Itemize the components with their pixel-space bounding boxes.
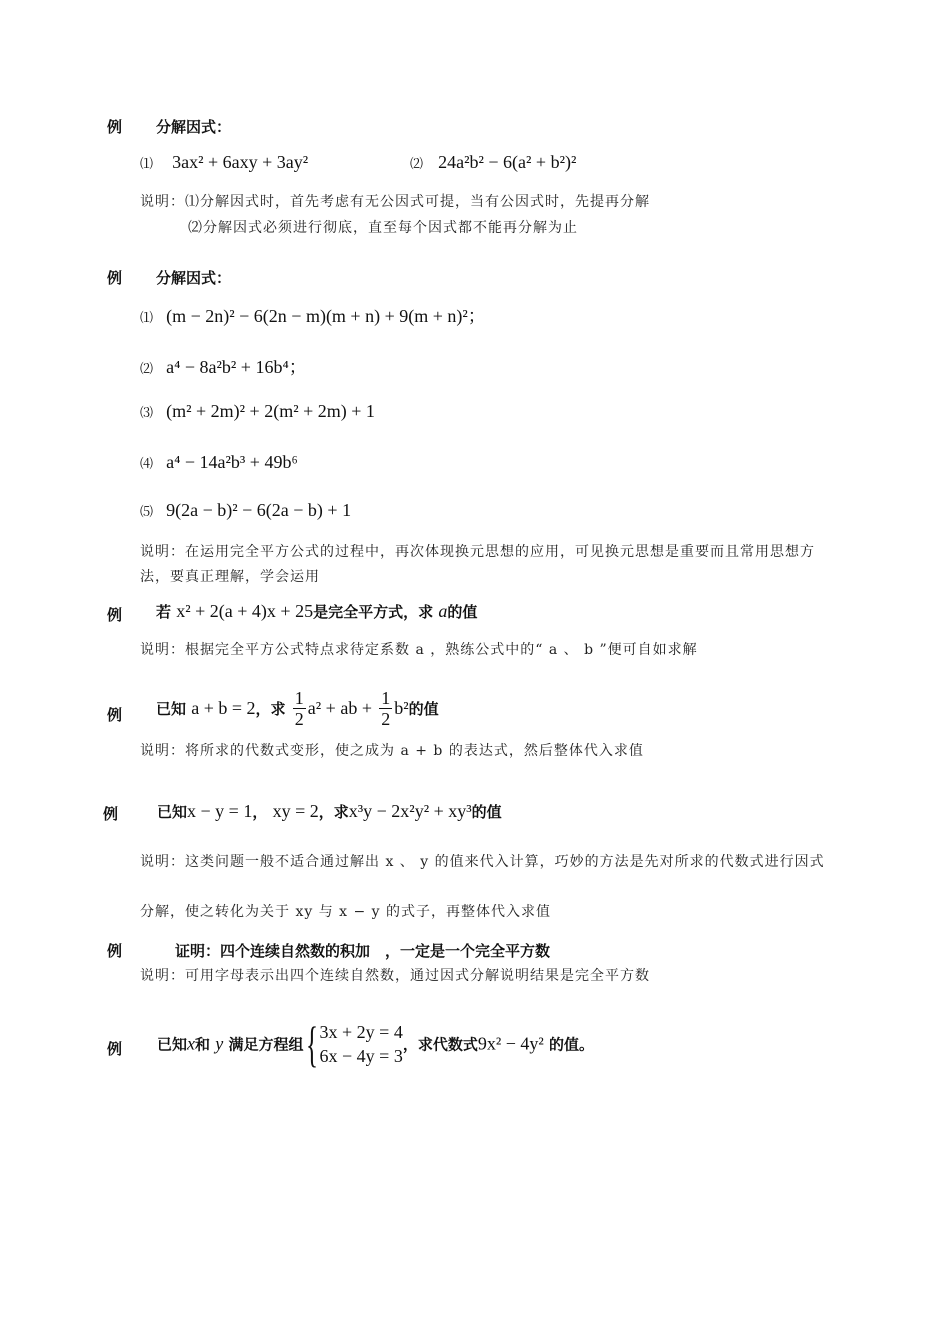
problem-2	[410, 152, 576, 173]
fraction-numerator: 1	[294, 688, 304, 708]
math-variable: y	[215, 1033, 224, 1054]
title-text: 和	[195, 1035, 211, 1054]
math-expression: b²	[394, 698, 409, 718]
example-label: 例	[107, 942, 123, 960]
title-text: 满足方程组	[228, 1035, 304, 1054]
problem-number: ⑷	[140, 457, 154, 472]
title-text: ，	[252, 803, 268, 821]
explanation-line: 说明：可用字母表示出四个连续自然数，通过因式分解说明结果是完全平方数	[140, 968, 650, 984]
fraction-denominator: 2	[294, 709, 304, 729]
explanation-line: 法，要真正理解，学会运用	[140, 569, 320, 585]
example-label: 例	[107, 606, 123, 624]
title-text: 的值	[471, 803, 502, 821]
example-title	[157, 801, 502, 822]
problem-number: ⑵	[410, 157, 424, 172]
problem-expression: (m − 2n)² − 6(2n − m)(m + n) + 9(m + n)²；	[166, 306, 486, 326]
example-title: 证明：四个连续自然数的积加 ，一定是一个完全平方数	[175, 942, 551, 960]
math-expression: 9x² − 4y²	[477, 1033, 544, 1054]
system-brace: {	[305, 1016, 318, 1072]
list-item	[140, 452, 298, 473]
example-label: 例	[107, 1040, 123, 1058]
problem-expression: 24a²b² − 6(a² + b²)²	[438, 152, 577, 172]
example-title: 分解因式：	[156, 118, 232, 136]
problem-number: ⑵	[140, 362, 154, 377]
explanation-line: ⑵分解因式必须进行彻底，直至每个因式都不能再分解为止	[188, 220, 578, 236]
math-expression: x³y − 2x²y² + xy³	[348, 801, 472, 821]
equation: 6x − 4y = 3	[319, 1046, 403, 1066]
list-item	[140, 500, 351, 521]
problem-expression: 9(2a − b)² − 6(2a − b) + 1	[166, 500, 352, 520]
problem-1	[140, 152, 308, 173]
fraction-numerator: 1	[381, 688, 391, 708]
problem-expression: 3ax² + 6axy + 3ay²	[172, 152, 309, 172]
equation-system	[320, 1020, 403, 1068]
math-expression: a + b = 2	[191, 698, 256, 718]
math-expression: x² + 2(a + 4)x + 25	[176, 601, 314, 621]
list-item	[140, 401, 375, 422]
problem-number: ⑴	[140, 157, 154, 172]
title-text: 的值	[447, 603, 478, 621]
title-text: 的值。	[549, 1035, 595, 1054]
problem-expression: (m² + 2m)² + 2(m² + 2m) + 1	[166, 401, 375, 421]
equation: 3x + 2y = 4	[319, 1022, 403, 1042]
example-title: 分解因式：	[156, 269, 232, 287]
title-text: 若	[156, 603, 172, 621]
explanation-line: 说明：将所求的代数式变形，使之成为 a + b 的表达式，然后整体代入求值	[140, 743, 644, 759]
list-item	[140, 302, 486, 328]
example-title	[156, 688, 439, 729]
math-variable: x	[187, 1033, 196, 1054]
title-text: ，求	[318, 803, 349, 821]
example-label: 例	[107, 118, 123, 136]
problem-number: ⑸	[140, 505, 154, 520]
title-text: 的值	[408, 700, 439, 718]
example-title	[156, 601, 477, 622]
title-text: 已知	[156, 700, 187, 718]
explanation-line: 说明：在运用完全平方公式的过程中，再次体现换元思想的应用，可见换元思想是重要而且常用思想方	[140, 544, 815, 560]
problem-expression: a⁴ − 8a²b² + 16b⁴；	[166, 357, 307, 377]
problem-number: ⑶	[140, 406, 154, 421]
problem-expression: a⁴ − 14a²b³ + 49b⁶	[166, 452, 298, 472]
explanation-line: 说明：根据完全平方公式特点求待定系数 a ，熟练公式中的“ a 、 b ”便可自如求解	[140, 642, 698, 658]
title-text: ，求	[255, 700, 286, 718]
math-expression: x − y = 1	[187, 801, 253, 821]
math-expression: a² + ab +	[307, 698, 372, 718]
title-text: ，求代数式	[402, 1035, 478, 1054]
title-text: 已知	[157, 1035, 188, 1054]
fraction	[379, 688, 392, 729]
example-title	[157, 1016, 595, 1072]
example-label: 例	[107, 269, 123, 287]
explanation-line: 说明：这类问题一般不适合通过解出 x 、 y 的值来代入计算，巧妙的方法是先对所求的代数式进行因式	[140, 854, 825, 870]
explanation-line: 分解，使之转化为关于 xy 与 x − y 的式子，再整体代入求值	[140, 904, 552, 920]
list-item	[140, 353, 307, 379]
math-variable: a	[438, 601, 448, 621]
problem-number: ⑴	[140, 311, 154, 326]
fraction	[293, 688, 306, 729]
title-text: 已知	[157, 803, 188, 821]
fraction-denominator: 2	[381, 709, 391, 729]
example-label: 例	[107, 706, 123, 724]
explanation-line: 说明：⑴分解因式时，首先考虑有无公因式可提，当有公因式时，先提再分解	[140, 194, 650, 210]
example-label: 例	[103, 805, 119, 823]
title-text: 是完全平方式，求	[313, 603, 434, 621]
math-expression: xy = 2	[272, 801, 319, 821]
